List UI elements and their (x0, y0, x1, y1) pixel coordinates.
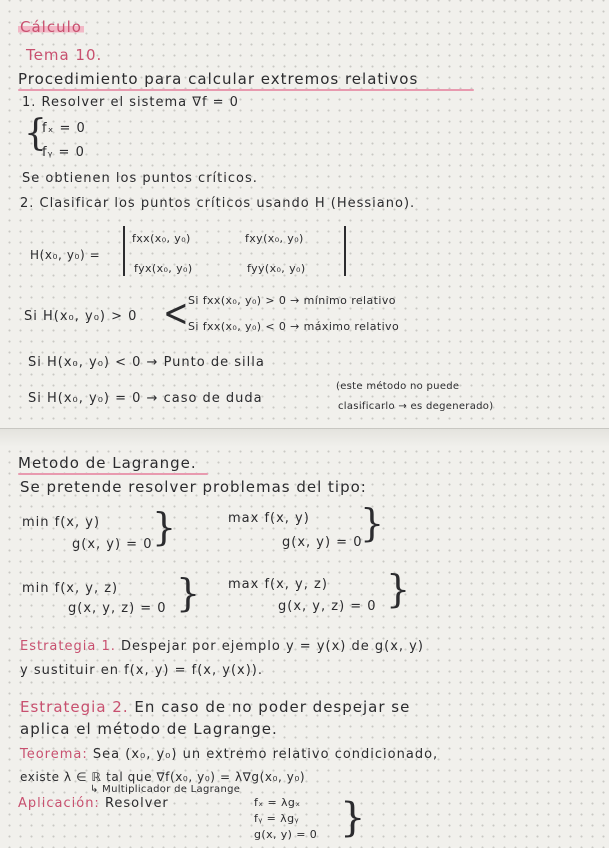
problem1-max: max f(x, y) (228, 511, 310, 526)
strategy1-line1 (20, 638, 424, 656)
application-line (18, 795, 169, 813)
system-eq-a: fₓ = 0 (42, 121, 86, 136)
section2-intro: Se pretende resolver problemas del tipo: (20, 478, 367, 496)
problem2-min-brace: } (176, 571, 201, 615)
section1-title: Procedimiento para calcular extremos relativos (18, 70, 419, 88)
case-positive-max: Si fxx(x₀, y₀) < 0 → máximo relativo (188, 320, 400, 333)
hessian-h21: fyx(x₀, y₀) (134, 262, 193, 275)
problem2-max-constraint: g(x, y, z) = 0 (278, 599, 377, 614)
strategy1-text: Despejar por ejemplo y = y(x) de g(x, y) (115, 639, 424, 654)
application-text: Resolver (99, 796, 169, 811)
problem2-max: max f(x, y, z) (228, 577, 328, 592)
case-zero-note-1: (este método no puede (336, 381, 460, 392)
theorem-line1 (20, 746, 438, 764)
theorem-line2: existe λ ∈ ℝ tal que ∇f(x₀, y₀) = λ∇g(x₀, y₀) (20, 770, 306, 784)
problem1-max-brace: } (360, 501, 385, 545)
strategy2-text: En caso de no poder despejar se (128, 698, 411, 716)
application-eq-3: g(x, y) = 0 (254, 828, 318, 841)
problem2-max-brace: } (386, 567, 411, 611)
application-brace: } (340, 795, 366, 841)
case-negative: Si H(x₀, y₀) < 0 → Punto de silla (28, 355, 265, 370)
section2-title: Metodo de Lagrange. (18, 454, 197, 472)
section2-title-underline (18, 473, 208, 475)
case-zero-note-2: clasificarlo → es degenerado) (338, 401, 494, 412)
matrix-right-bar (344, 226, 346, 276)
system-brace: { (24, 113, 47, 154)
subject-title (18, 18, 84, 36)
strategy1-label: Estrategia 1. (20, 639, 116, 654)
strategy2-label: Estrategia 2. (20, 698, 129, 716)
application-eq-2: fᵧ = λgᵧ (254, 812, 299, 825)
problem1-min: min f(x, y) (22, 515, 101, 530)
step1-result: Se obtienen los puntos críticos. (22, 171, 258, 186)
subject-highlight: Cálculo (20, 18, 82, 36)
hessian-h22: fyy(x₀, y₀) (247, 262, 306, 275)
page-divider (0, 428, 609, 447)
application-label: Aplicación: (18, 796, 100, 811)
hessian-h12: fxy(x₀, y₀) (245, 232, 304, 245)
theorem-note: ↳ Multiplicador de Lagrange (90, 784, 241, 795)
hessian-h11: fxx(x₀, y₀) (132, 232, 191, 245)
strategy2-line1 (20, 698, 410, 716)
problem2-min-constraint: g(x, y, z) = 0 (68, 601, 167, 616)
step2-text: 2. Clasificar los puntos críticos usando H (Hessiano). (20, 196, 416, 211)
problem1-min-constraint: g(x, y) = 0 (72, 537, 153, 552)
application-eq-1: fₓ = λgₓ (254, 796, 301, 809)
matrix-left-bar (123, 226, 125, 276)
problem2-min: min f(x, y, z) (22, 581, 119, 596)
system-eq-b: fᵧ = 0 (42, 145, 85, 160)
case-angle-bracket: < (163, 291, 189, 335)
theorem-label: Teorema: (20, 747, 88, 762)
problem1-max-constraint: g(x, y) = 0 (282, 535, 363, 550)
case-positive-min: Si fxx(x₀, y₀) > 0 → mínimo relativo (188, 294, 396, 307)
strategy1-line2: y sustituir en f(x, y) = f(x, y(x)). (20, 663, 263, 678)
case-zero: Si H(x₀, y₀) = 0 → caso de duda (28, 391, 263, 406)
step1-text: 1. Resolver el sistema ∇f = 0 (22, 95, 239, 110)
case-positive-lhs: Si H(x₀, y₀) > 0 (24, 309, 138, 324)
theorem-text: Sea (x₀, y₀) un extremo relativo condicionado, (87, 747, 439, 762)
hessian-lhs: H(x₀, y₀) = (30, 248, 101, 262)
strategy2-line2: aplica el método de Lagrange. (20, 720, 278, 738)
section1-title-underline (18, 89, 474, 91)
topic-title: Tema 10. (26, 46, 103, 64)
problem1-min-brace: } (152, 505, 177, 549)
